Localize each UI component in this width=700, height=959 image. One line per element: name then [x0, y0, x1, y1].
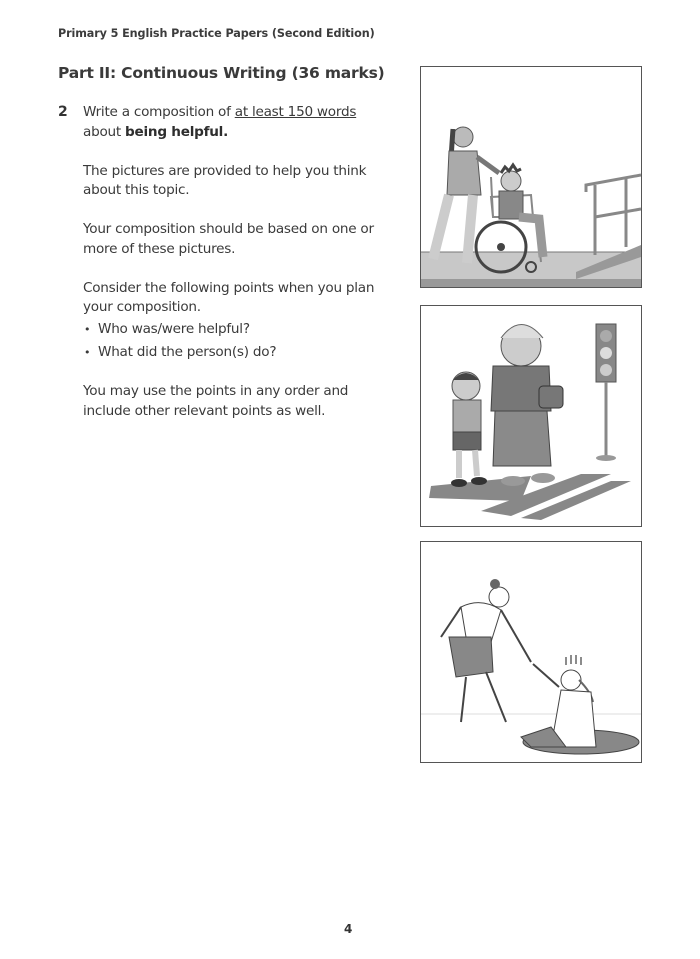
instruction-text: Write a composition of	[83, 104, 235, 120]
pictures-basis-note: Your composition should be based on one or more of these pictures.	[83, 221, 374, 257]
question-body	[83, 103, 393, 441]
wheelchair-illustration	[421, 67, 641, 287]
composition-topic: being helpful.	[125, 123, 229, 140]
picture-manhole	[420, 541, 642, 763]
road-crossing-illustration	[421, 306, 641, 526]
running-header: Primary 5 English Practice Papers (Second Edition)	[58, 27, 375, 40]
point-item: • What did the person(s) do?	[83, 343, 393, 363]
point-item: • Who was/were helpful?	[83, 320, 393, 340]
picture-crossing	[420, 305, 642, 527]
word-count-requirement: at least 150 words	[234, 104, 357, 120]
points-list	[83, 320, 393, 363]
question-number: 2	[58, 104, 68, 120]
picture-wheelchair	[420, 66, 642, 288]
page-number: 4	[344, 922, 353, 936]
instruction-text-2: about	[83, 123, 126, 140]
closing-note: You may use the points in any order and include other relevant points as well.	[83, 383, 349, 419]
pictures-note: The pictures are provided to help you think about this topic.	[83, 162, 367, 198]
section-title: Part II: Continuous Writing (36 marks)	[58, 64, 385, 82]
question-instruction	[83, 103, 393, 142]
manhole-rescue-illustration	[421, 542, 641, 762]
points-intro: Consider the following points when you plan your composition.	[83, 279, 375, 315]
